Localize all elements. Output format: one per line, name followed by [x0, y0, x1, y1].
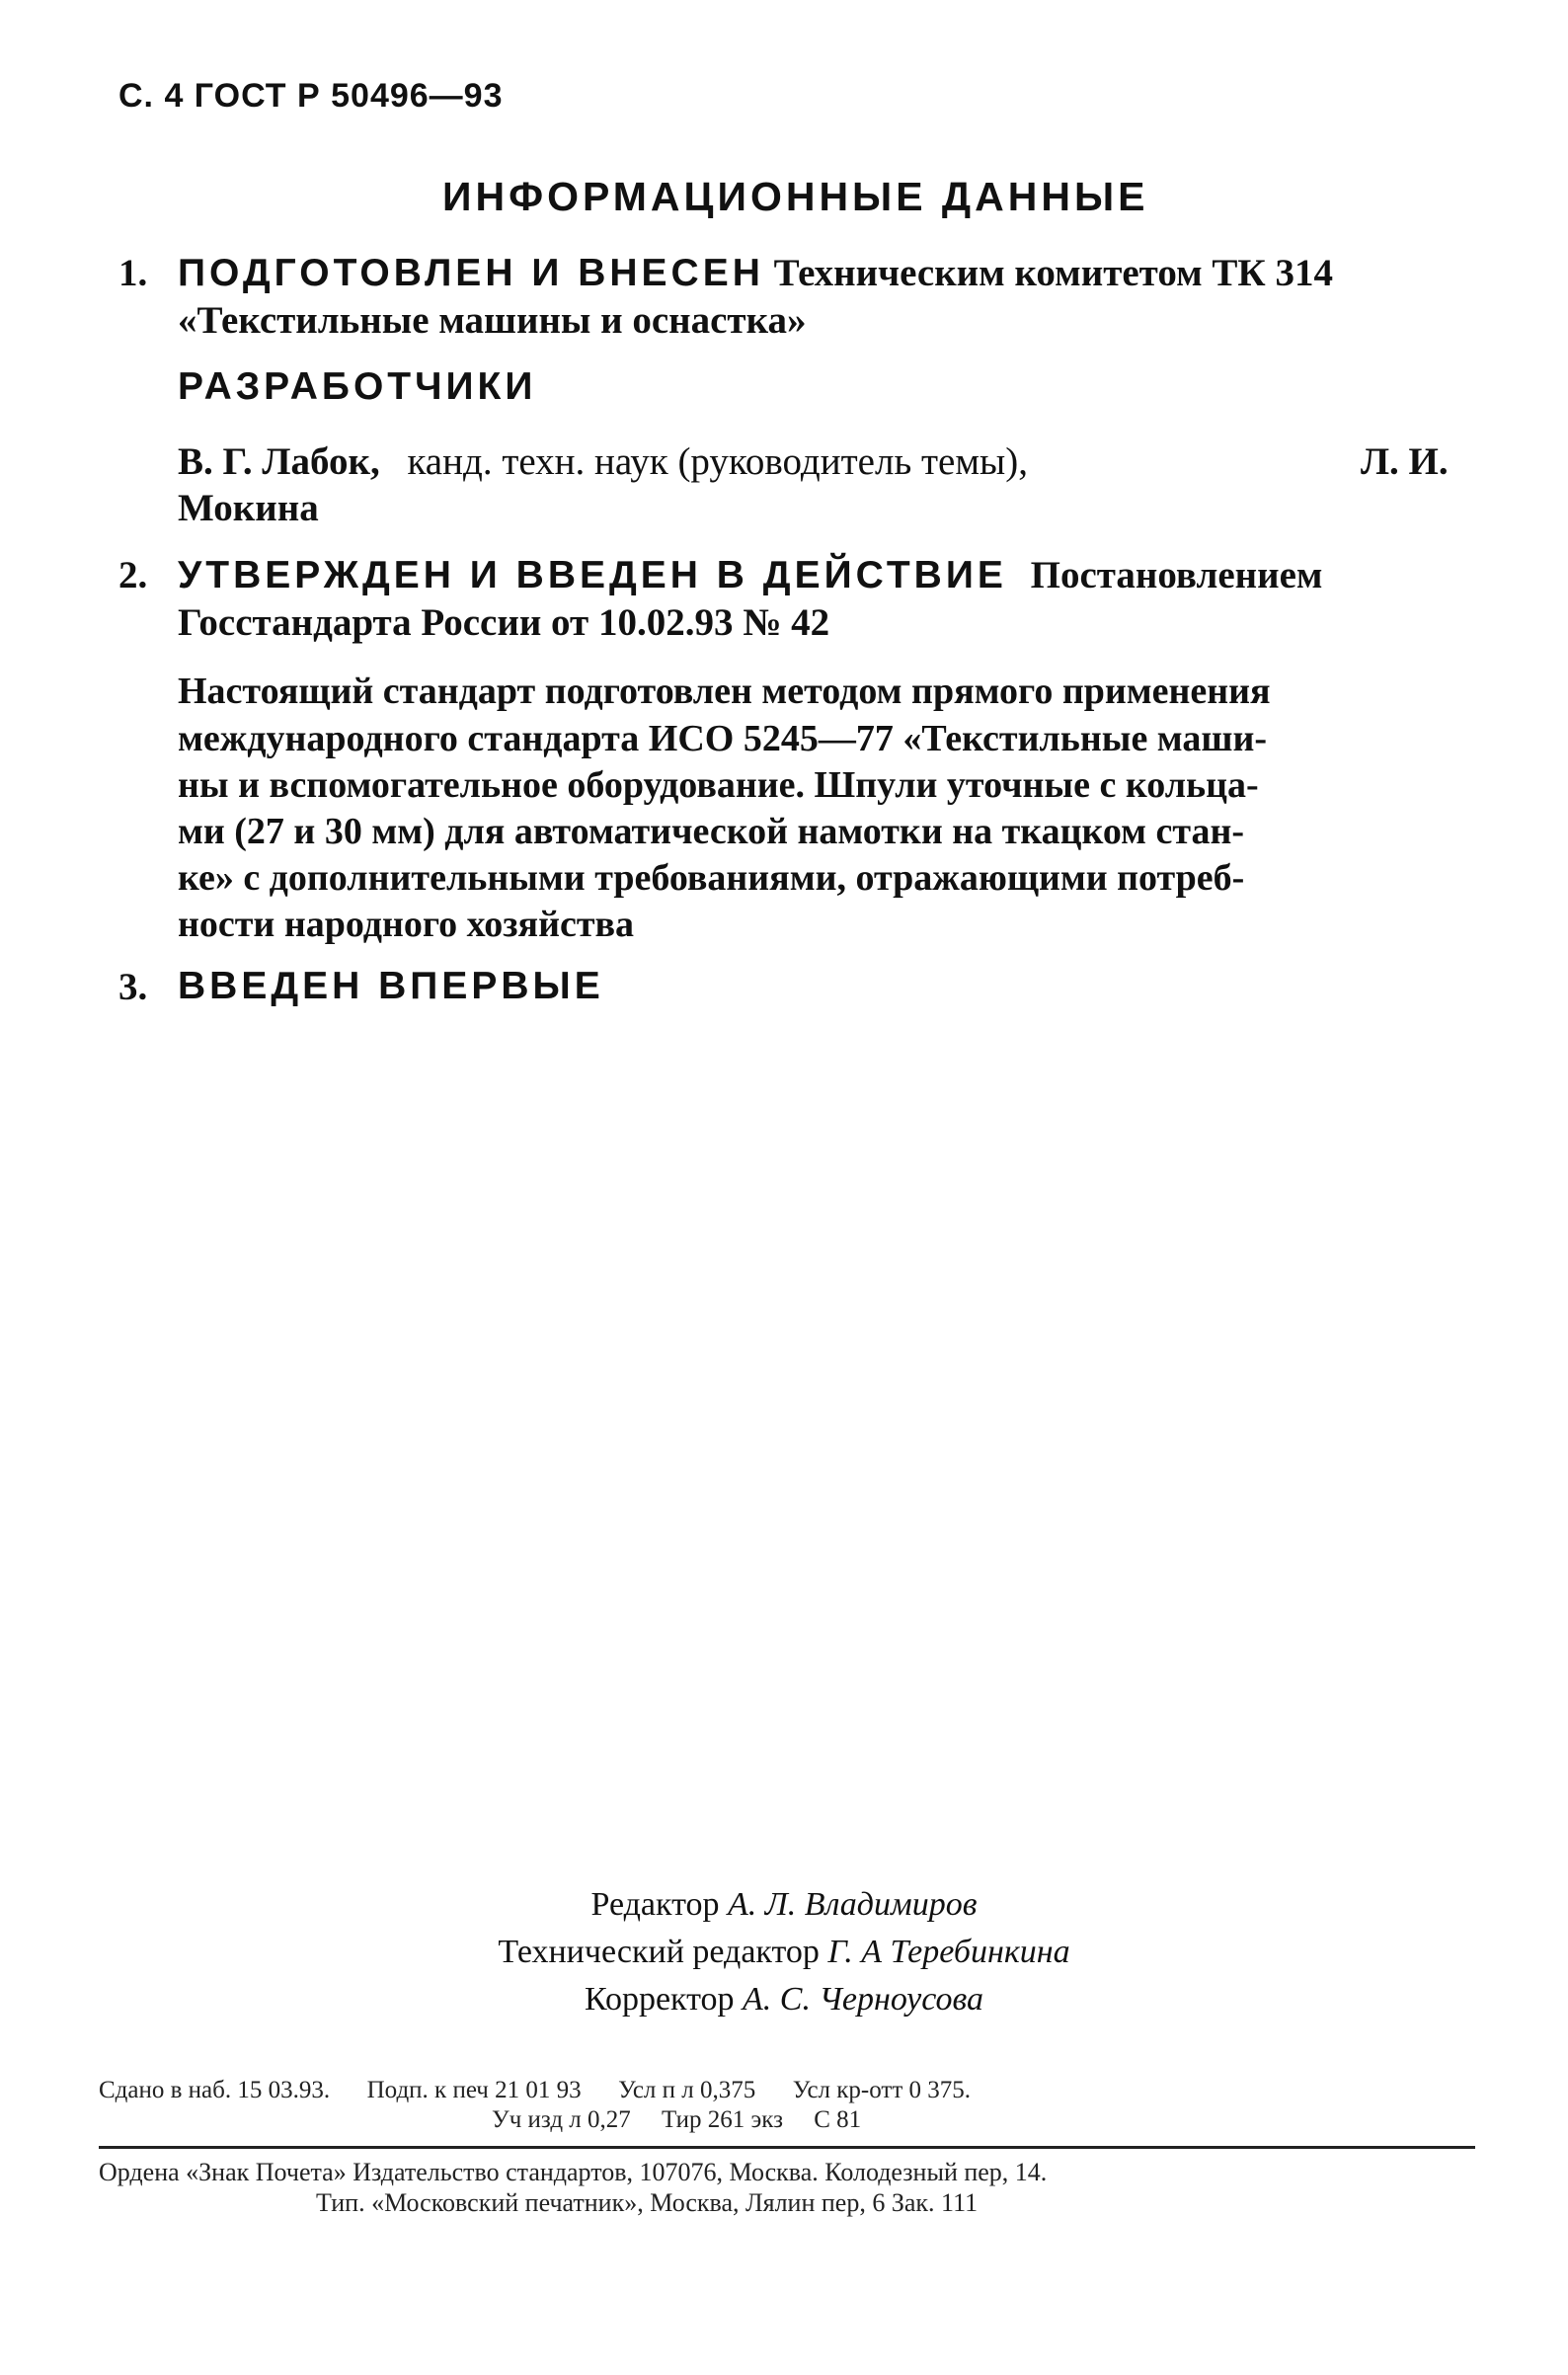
corrector-label: Корректор — [584, 1981, 735, 2018]
imprint-line-2: Уч изд л 0,27 Тир 261 экз С 81 — [492, 2106, 862, 2133]
imprint-block — [99, 2076, 971, 2135]
item-2-number — [118, 553, 147, 597]
divider — [99, 2146, 1475, 2149]
item-3-number — [118, 965, 147, 1009]
corrector-name: А. С. Черноусова — [743, 1981, 984, 2018]
paragraph-line-4: ми (27 и 30 мм) для автоматической намотки на ткацком стан- — [178, 811, 1245, 852]
paragraph-line-1: Настоящий стандарт подготовлен методом прямого применения — [178, 671, 1271, 712]
developer-degree: канд. техн. наук (руководитель темы), — [407, 440, 1028, 483]
item-1-rest: Техническим комитетом ТК 314 — [773, 252, 1333, 294]
page-title: ИНФОРМАЦИОННЫЕ ДАННЫЕ — [442, 174, 1149, 219]
item-2-line2: Госстандарта России от 10.02.93 № 42 — [178, 601, 830, 644]
paragraph-line-3: ны и вспомогательное оборудование. Шпули уточные с кольца- — [178, 764, 1259, 806]
editor-line — [0, 1881, 1568, 1929]
item-2-caps: УТВЕРЖДЕН И ВВЕДЕН В ДЕЙСТВИЕ — [178, 554, 1007, 596]
item-1-caps: ПОДГОТОВЛЕН И ВНЕСЕН — [178, 252, 764, 294]
developers-line — [178, 439, 1028, 484]
item-1-line2: «Текстильные машины и оснастка» — [178, 299, 807, 342]
item-2-line — [178, 553, 1322, 597]
developer-name-1: В. Г. Лабок, — [178, 440, 380, 483]
publisher-line-1: Ордена «Знак Почета» Издательство стандартов, 107076, Москва. Колодезный пер, 14. — [99, 2158, 1048, 2186]
paragraph-line-2: международного стандарта ИСО 5245—77 «Текстильные маши- — [178, 718, 1268, 759]
developers-heading: РАЗРАБОТЧИКИ — [178, 365, 537, 408]
editor-label: Редактор — [590, 1886, 720, 1923]
page-header: С. 4 ГОСТ Р 50496—93 — [118, 77, 504, 115]
tech-editor-line — [0, 1929, 1568, 1976]
item-3-num: 3. — [118, 966, 148, 1008]
tech-editor-label: Технический редактор — [498, 1934, 820, 1970]
item-1-num: 1. — [118, 252, 148, 294]
item-2-rest: Постановлением — [1030, 554, 1323, 596]
tech-editor-name: Г. А Теребинкина — [827, 1934, 1070, 1970]
item-1-number — [118, 251, 147, 295]
credits-block — [0, 1881, 1568, 2023]
paragraph-line-5: ке» с дополнительными требованиями, отражающими потреб- — [178, 857, 1245, 899]
editor-name: А. Л. Владимиров — [728, 1886, 978, 1923]
paragraph-line-6: ности народного хозяйства — [178, 904, 635, 945]
developer-name-2-part2: Мокина — [178, 487, 319, 529]
imprint-line-1: Сдано в наб. 15 03.93. Подп. к печ 21 01 93 Усл п л 0,375 Усл кр-отт 0 375. — [99, 2077, 972, 2103]
corrector-line — [0, 1976, 1568, 2023]
item-1-line — [178, 251, 1333, 295]
publisher-line-2: Тип. «Московский печатник», Москва, Лялин пер, 6 Зак. 111 — [316, 2188, 979, 2217]
item-3-caps: ВВЕДЕН ВПЕРВЫЕ — [178, 965, 604, 1007]
publisher-block — [99, 2157, 1047, 2218]
item-2-num: 2. — [118, 554, 148, 596]
developer-name-2-part1: Л. И. — [1361, 440, 1449, 483]
